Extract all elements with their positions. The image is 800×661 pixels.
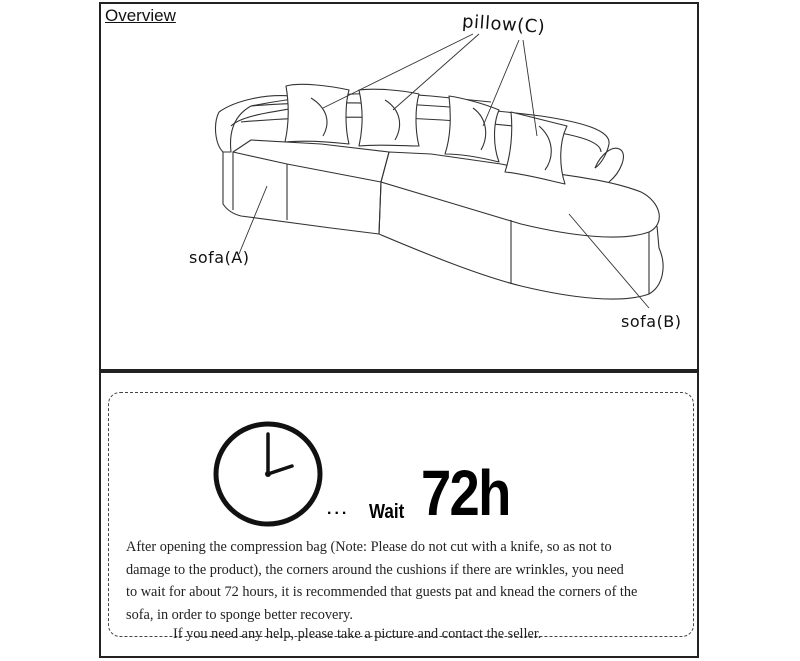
paragraph-line: to wait for about 72 hours, it is recommended that guests pat and knead the corners of the: [126, 584, 638, 600]
wait-hours: 72h: [421, 457, 510, 529]
overview-panel: [99, 2, 699, 371]
sofa-a-label: sofa(A): [189, 248, 250, 267]
overview-title: Overview: [105, 6, 176, 25]
sofa-diagram: [101, 4, 697, 369]
instruction-panel: [99, 371, 699, 658]
sofa-a-seat: [233, 140, 389, 182]
pillow-4: [505, 112, 567, 184]
pillow-3: [445, 96, 499, 162]
pillow-2: [359, 89, 419, 146]
sofa-b-front: [379, 182, 663, 299]
paragraph-line: After opening the compression bag (Note: Please do not cut with a knife, so as not to: [126, 539, 612, 555]
help-note: If you need any help, please take a picture and contact the seller.: [173, 626, 542, 642]
sofa-b-label: sofa(B): [621, 312, 682, 331]
paragraph-line: sofa, in order to sponge better recovery.: [126, 606, 353, 623]
wait-word: Wait: [369, 501, 405, 523]
sofa-a-front: [223, 152, 381, 234]
clock-icon: [212, 420, 324, 528]
paragraph-line: damage to the product), the corners around the cushions if there are wrinkles, you need: [126, 561, 624, 578]
wait-dots: ...: [327, 501, 350, 518]
instruction-paragraph: [126, 536, 701, 626]
instruction-box: [108, 392, 694, 642]
pillow-label: pillow(C): [461, 11, 546, 38]
